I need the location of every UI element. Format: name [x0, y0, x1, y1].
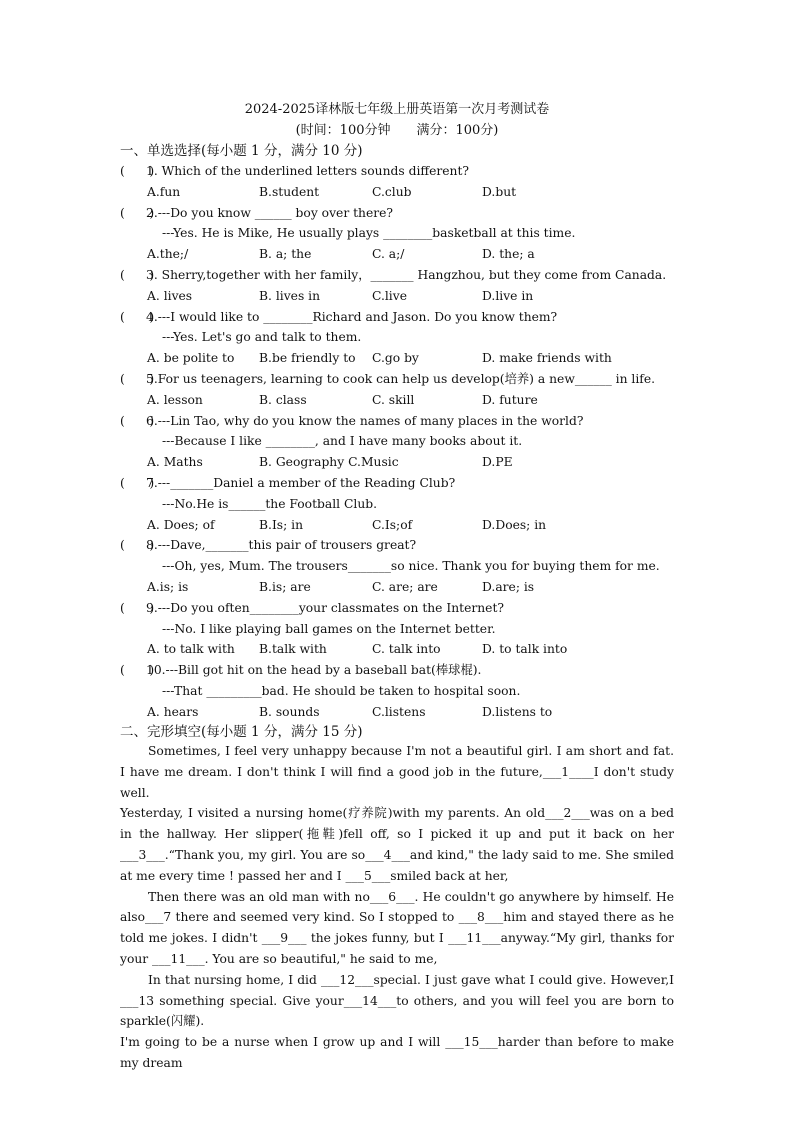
exam-title: 2024-2025译林版七年级上册英语第一次月考测试卷 — [244, 102, 550, 117]
cloze-paragraph: Sometimes, I feel very unhappy because I'm not a beautiful girl. I am short and fat. I have me dream. I don't think I will find a good job in the future,___1____I don't study well. — [120, 744, 674, 800]
option-d[interactable]: D.Does; in — [482, 517, 547, 532]
options-row — [120, 348, 680, 369]
option-a[interactable]: A.is; is — [147, 579, 189, 594]
option-c[interactable]: C. talk into — [372, 642, 441, 657]
section2-heading: 二、完形填空(每小题 1 分，满分 15 分) — [120, 724, 363, 740]
question-item — [120, 161, 680, 203]
option-a[interactable]: A. to talk with — [147, 642, 235, 657]
question-stem-row — [120, 161, 680, 182]
option-c[interactable]: C. are; are — [372, 579, 438, 594]
option-d[interactable]: D.are; is — [482, 579, 535, 594]
option-a[interactable]: A. be polite to — [147, 351, 235, 366]
question-stem-row — [120, 660, 680, 681]
answer-paren[interactable]: ( ) — [120, 413, 155, 428]
options-row — [120, 244, 680, 265]
answer-paren[interactable]: ( ) — [120, 371, 155, 386]
option-b[interactable]: B. a; the — [259, 247, 312, 262]
option-a[interactable]: A. hears — [147, 704, 199, 719]
question-item — [120, 411, 680, 473]
question-stem-row — [120, 411, 680, 432]
option-d[interactable]: D.but — [482, 184, 517, 199]
question-reply: ---Because I like ________, and I have many books about it. — [162, 434, 523, 449]
option-d[interactable]: D.live in — [482, 288, 534, 303]
answer-paren[interactable]: ( ) — [120, 475, 155, 490]
option-b[interactable]: B. lives in — [259, 288, 321, 303]
question-reply-row — [120, 556, 680, 577]
section1-heading: 一、单选选择(每小题 1 分，满分 10 分) — [120, 143, 363, 159]
question-stem: 6.---Lin Tao, why do you know the names of many places in the world? — [146, 413, 584, 428]
question-item — [120, 307, 680, 369]
question-item — [120, 660, 680, 722]
exam-subtitle: (时间：100分钟 满分：100分) — [295, 123, 499, 138]
cloze-passage — [120, 741, 674, 1074]
question-stem-row — [120, 265, 680, 286]
question-item — [120, 265, 680, 307]
option-d[interactable]: D. make friends with — [482, 351, 612, 366]
option-c[interactable]: C.live — [372, 288, 407, 303]
cloze-paragraph: Yesterday, I visited a nursing home(疗养院)with my parents. An old___2___was on a bed in the hallway. Her slipper(拖鞋)fell off, so I picked it up and put it back on her ___3___.“Thank you, my girl. You are so___4___and kind," the lady said to me. She smiled at me every time ! passed her and I ___5___smiled back at her, — [120, 806, 674, 883]
question-reply: ---No. I like playing ball games on the Internet better. — [162, 621, 496, 636]
option-d[interactable]: D.PE — [482, 455, 513, 470]
question-item — [120, 369, 680, 411]
question-reply-row — [120, 327, 680, 348]
question-reply-row — [120, 223, 680, 244]
option-c[interactable]: C. skill — [372, 392, 415, 407]
answer-paren[interactable]: ( ) — [120, 267, 155, 282]
option-b[interactable]: B. class — [259, 392, 307, 407]
option-d[interactable]: D. to talk into — [482, 642, 568, 657]
question-item — [120, 473, 680, 535]
option-a[interactable]: A.the;/ — [147, 247, 189, 262]
option-d[interactable]: D.listens to — [482, 704, 553, 719]
option-a[interactable]: A. lesson — [147, 392, 203, 407]
options-row — [120, 577, 680, 598]
question-stem-row — [120, 369, 680, 390]
answer-paren[interactable]: ( ) — [120, 205, 155, 220]
question-stem: 10.---Bill got hit on the head by a baseball bat(棒球棍). — [146, 663, 482, 678]
cloze-paragraph: In that nursing home, I did ___12___special. I just gave what I could give. However,I ___13 something special. Give your___14___to others, and you will feel you are born to sparkle(闪耀). — [120, 972, 674, 1029]
question-item — [120, 598, 680, 660]
option-b[interactable]: B. sounds — [259, 704, 320, 719]
options-row — [120, 452, 680, 473]
answer-paren[interactable]: ( ) — [120, 309, 155, 324]
option-b[interactable]: B.Is; in — [259, 517, 304, 532]
question-stem-row — [120, 473, 680, 494]
question-stem: 1. Which of the underlined letters sounds different? — [146, 164, 470, 178]
option-d[interactable]: D. the; a — [482, 247, 535, 262]
question-reply-row — [120, 494, 680, 515]
question-reply: ---Yes. He is Mike, He usually plays ________basketball at this time. — [162, 226, 576, 241]
question-stem: 4.---I would like to ________Richard and Jason. Do you know them? — [146, 309, 558, 324]
option-b[interactable]: B.be friendly to — [259, 351, 356, 366]
options-row — [120, 390, 680, 411]
option-a[interactable]: A.fun — [147, 184, 181, 199]
option-a[interactable]: A. Does; of — [147, 517, 215, 532]
option-c[interactable]: C.club — [372, 184, 412, 199]
option-b[interactable]: B.is; are — [259, 579, 311, 594]
question-reply: ---Yes. Let's go and talk to them. — [162, 330, 362, 345]
question-stem: 3. Sherry,together with her family，_______ Hangzhou, but they come from Canada. — [146, 267, 667, 282]
answer-paren[interactable]: ( ) — [120, 600, 155, 615]
option-d[interactable]: D. future — [482, 392, 538, 407]
options-row — [120, 639, 680, 660]
question-list — [120, 161, 680, 723]
option-b[interactable]: B.talk with — [259, 642, 327, 657]
question-reply: ---No.He is______the Football Club. — [162, 496, 378, 511]
options-row — [120, 182, 680, 203]
question-item — [120, 535, 680, 597]
answer-paren[interactable]: ( ) — [120, 538, 155, 553]
question-reply: ---That _________bad. He should be taken to hospital soon. — [162, 683, 521, 698]
option-b[interactable]: B. Geography C.Music — [259, 455, 399, 470]
options-row — [120, 286, 680, 307]
question-stem-row — [120, 307, 680, 328]
option-b[interactable]: B.student — [259, 184, 320, 199]
cloze-paragraph: I'm going to be a nurse when I grow up and I will ___15___harder than before to make my dream — [120, 1035, 674, 1070]
options-row — [120, 515, 680, 536]
option-c[interactable]: C.Is;of — [372, 517, 413, 532]
answer-paren[interactable]: ( ) — [120, 663, 155, 678]
question-stem: 5.For us teenagers, learning to cook can help us develop(培养) a new______ in life. — [146, 371, 656, 386]
question-stem-row — [120, 535, 680, 556]
option-a[interactable]: A. Maths — [147, 455, 203, 470]
question-reply-row — [120, 619, 680, 640]
option-c[interactable]: C.listens — [372, 704, 426, 719]
cloze-paragraph: Then there was an old man with no___6___. He couldn't go anywhere by himself. He also___7 there and seemed very kind. So I stopped to ___8___him and stayed there as he told me jokes. I didn't ___9___ the jokes funny, but I ___11___anyway.“My girl, thanks for your ___11___. You are so beautiful," he said to me, — [120, 889, 674, 966]
answer-paren[interactable]: ( ) — [120, 164, 155, 178]
question-reply: ---Oh, yes, Mum. The trousers_______so nice. Thank you for buying them for me. — [162, 559, 660, 574]
question-stem: 8.---Dave,_______this pair of trousers great? — [146, 538, 417, 553]
question-stem: 9.---Do you often________your classmates on the Internet? — [146, 600, 504, 615]
question-stem-row — [120, 598, 680, 619]
question-reply-row — [120, 431, 680, 452]
question-reply-row — [120, 681, 680, 702]
option-c[interactable]: C.go by — [372, 351, 419, 366]
question-stem: 7.---_______Daniel a member of the Reading Club? — [146, 475, 456, 490]
question-stem-row — [120, 203, 680, 224]
option-a[interactable]: A. lives — [147, 288, 193, 303]
question-stem: 2.---Do you know ______ boy over there? — [146, 205, 393, 220]
option-c[interactable]: C. a;/ — [372, 247, 405, 262]
question-item — [120, 203, 680, 265]
